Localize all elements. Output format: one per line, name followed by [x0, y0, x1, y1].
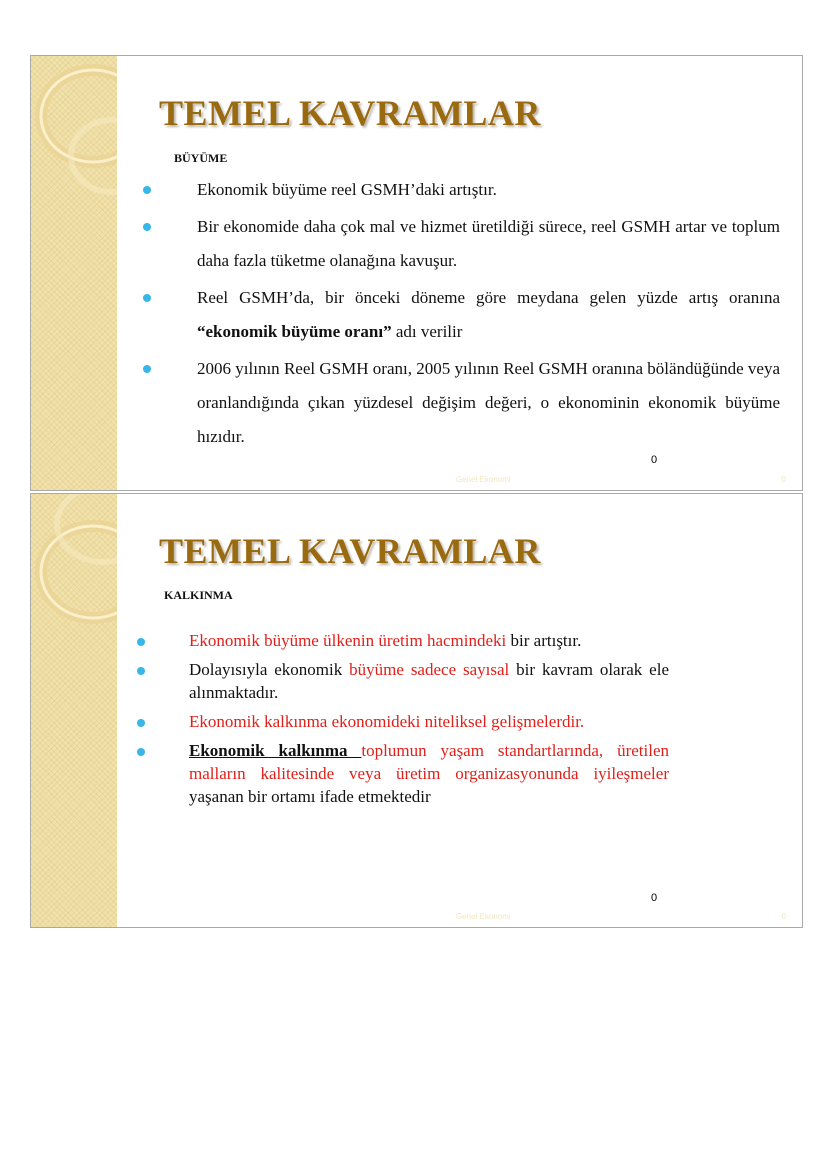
slide-title: TEMEL KAVRAMLAR [159, 93, 541, 133]
slide-subtitle: KALKINMA [164, 588, 233, 602]
bullet-dot-icon [143, 365, 151, 373]
bullet-item [197, 352, 780, 454]
bullet-text: bir artıştır. [506, 631, 582, 650]
bullet-dot-icon [137, 748, 145, 756]
bullet-list [189, 629, 669, 814]
bullet-text: 2006 yılının Reel GSMH oranı, 2005 yılının Reel GSMH oranına böländüğünde veya oranlandığında çıkan yüzdesel değişim değeri, o ekonominin ekonomik büyüme hızıdır. [197, 359, 780, 446]
slide-subtitle: BÜYÜME [174, 151, 228, 165]
decorative-side-band [31, 56, 117, 490]
bullet-text: adı verilir [391, 322, 463, 341]
bullet-item [197, 173, 780, 207]
page-number: 0 [651, 892, 658, 904]
bullet-dot-icon [143, 294, 151, 302]
page-number: 0 [651, 454, 658, 466]
bullet-bold-term: “ekonomik büyüme oranı” [197, 322, 392, 341]
bullet-bold-term: Ekonomik kalkınma [189, 741, 362, 760]
footer-slide-number: 0 [781, 475, 786, 484]
bullet-dot-icon [143, 223, 151, 231]
bullet-item [189, 658, 669, 704]
bullet-text: bir kavram olarak ele alınmaktadır. [189, 660, 669, 702]
bullet-item [197, 210, 780, 278]
slide-kalkinma [30, 493, 803, 928]
bullet-item [189, 739, 669, 808]
bullet-dot-icon [143, 186, 151, 194]
footer-slide-number: 0 [781, 912, 786, 921]
bullet-item [197, 281, 780, 349]
bullet-text: yaşanan bir ortamı ifade etmektedir [189, 787, 431, 806]
bullet-item [189, 629, 669, 652]
decorative-side-band [31, 494, 117, 927]
bullet-dot-icon [137, 719, 145, 727]
bullet-text: Ekonomik büyüme reel GSMH’daki artıştır. [197, 180, 497, 199]
ring-ornament-icon [31, 56, 117, 491]
bullet-list [197, 173, 780, 457]
slide-title: TEMEL KAVRAMLAR [159, 531, 541, 571]
ring-ornament-icon [31, 494, 117, 928]
bullet-dot-icon [137, 638, 145, 646]
bullet-text: Dolayısıyla ekonomik [189, 660, 350, 679]
footer-course-name: Genel Ekonomi [456, 912, 511, 921]
bullet-dot-icon [137, 667, 145, 675]
bullet-red-text: toplumun yaşam standartlarında, üretilen malların kalitesinde veya üretim organizasyonunda iyileşmeler [189, 741, 669, 783]
bullet-text: Bir ekonomide daha çok mal ve hizmet üretildiği sürece, reel GSMH artar ve toplum daha fazla tüketme olanağına kavuşur. [197, 217, 780, 270]
bullet-item [189, 710, 669, 733]
slide-buyume [30, 55, 803, 491]
bullet-text: Reel GSMH’da, bir önceki döneme göre meydana gelen yüzde artış oranına [197, 288, 780, 307]
footer-course-name: Genel Ekonomi [456, 475, 511, 484]
bullet-red-text: büyüme sadece sayısal [349, 660, 510, 679]
bullet-red-text: Ekonomik büyüme ülkenin üretim hacmindeki [189, 631, 507, 650]
bullet-red-text: Ekonomik kalkınma ekonomideki niteliksel gelişmelerdir. [189, 712, 585, 731]
